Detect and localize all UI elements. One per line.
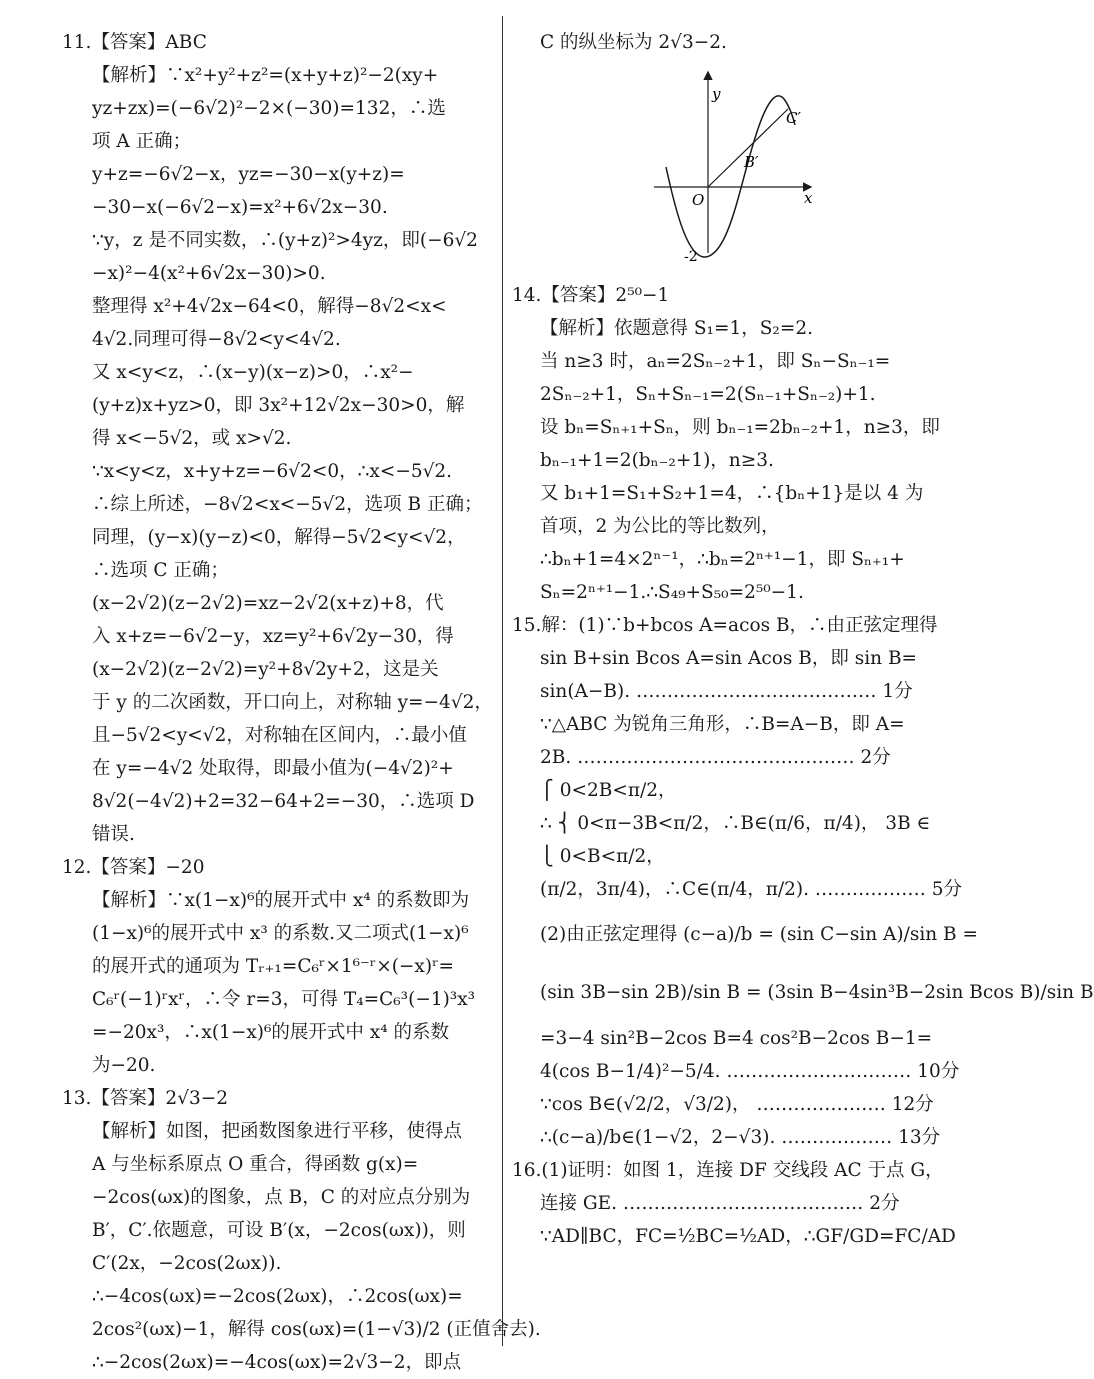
right-column-bottom-line: ∵cos B∈(√2/2，√3/2)， ………………… 12分 (540, 1094, 934, 1115)
right-column-bottom-line: ∴bₙ+1=4×2ⁿ⁻¹，∴bₙ=2ⁿ⁺¹−1，即 Sₙ₊₁+ (540, 549, 905, 570)
left-column-line: =−20x³，∴x(1−x)⁶的展开式中 x⁴ 的系数 (92, 1022, 449, 1043)
function-graph (512, 63, 940, 273)
right-column (512, 26, 1094, 1253)
right-column-bottom-line: 4(cos B−1/4)²−5/4. ………………………… 10分 (540, 1061, 960, 1082)
left-column-line: ∴选项 C 正确； (92, 560, 229, 581)
left-column-line: y+z=−6√2−x，yz=−30−x(y+z)= (92, 164, 405, 185)
right-column-bottom-line: ∴ ⎨ 0<π−3B<π/2，∴B∈(π/6，π/4)， 3B ∈ (540, 813, 931, 834)
left-column-line: −2cos(ωx)的图象，点 B，C 的对应点分别为 (92, 1187, 471, 1208)
left-column-line: 8√2(−4√2)+2=32−64+2=−30，∴选项 D (92, 791, 475, 812)
right-column-bottom-line: ⎩ 0<B<π/2， (540, 846, 665, 867)
left-column-line: −x)²−4(x²+6√2x−30)>0. (92, 263, 326, 284)
right-column-bottom-line: 设 bₙ=Sₙ₊₁+Sₙ，则 bₙ₋₁=2bₙ₋₂+1，n≥3，即 (540, 417, 940, 438)
x-label: x (804, 189, 813, 207)
left-column-line: (y+z)x+yz>0，即 3x²+12√2x−30>0，解 (92, 395, 465, 416)
right-column-bottom-line: 14.【答案】2⁵⁰−1 (512, 285, 670, 306)
right-column-bottom-line: (sin 3B−sin 2B)/sin B = (3sin B−4sin³B−2sin Bcos B)/sin B (540, 982, 1094, 1003)
right-column-bottom-line: ∵△ABC 为锐角三角形，∴B=A−B，即 A= (540, 714, 905, 735)
right-column-bottom-line: ⎧ 0<2B<π/2， (540, 780, 677, 801)
right-column-bottom-line: 当 n≥3 时，aₙ=2Sₙ₋₂+1，即 Sₙ−Sₙ₋₁= (540, 351, 891, 372)
left-column-line: 整理得 x²+4√2x−64<0，解得−8√2<x< (92, 296, 447, 317)
right-column-bottom-line: sin(A−B). ………………………………… 1分 (540, 681, 913, 702)
left-column-line: 项 A 正确； (92, 131, 192, 152)
left-column-line: (x−2√2)(z−2√2)=y²+8√2y+2，这是关 (92, 659, 439, 680)
c-prime-label: C′ (786, 109, 801, 127)
right-column-bottom-line: 【解析】依题意得 S₁=1，S₂=2. (540, 318, 813, 339)
left-column-line: 的展开式的通项为 Tᵣ₊₁=C₆ʳ×1⁶⁻ʳ×(−x)ʳ= (92, 956, 454, 977)
right-column-bottom-line: (π/2，3π/4)，∴C∈(π/4，π/2). ……………… 5分 (540, 879, 963, 900)
right-column-bottom-line: 2B. ……………………………………… 2分 (540, 747, 891, 768)
cosine-curve (666, 96, 795, 257)
right-column-bottom-line: Sₙ=2ⁿ⁺¹−1.∴S₄₉+S₅₀=2⁵⁰−1. (540, 582, 804, 603)
right-column-bottom-line: 又 b₁+1=S₁+S₂+1=4，∴{bₙ+1}是以 4 为 (540, 483, 924, 504)
left-column-line: 【解析】∵x²+y²+z²=(x+y+z)²−2(xy+ (92, 65, 439, 86)
left-column (62, 26, 541, 1379)
right-column-bottom-line: 首项，2 为公比的等比数列， (540, 516, 780, 537)
left-column-line: ∵x<y<z，x+y+z=−6√2<0，∴x<−5√2. (92, 461, 453, 482)
left-column-line: 【解析】∵x(1−x)⁶的展开式中 x⁴ 的系数即为 (92, 890, 470, 911)
left-column-line: 又 x<y<z，∴(x−y)(x−z)>0，∴x²− (92, 362, 414, 383)
left-column-line: C₆ʳ(−1)ʳxʳ，∴令 r=3，可得 T₄=C₆³(−1)³x³ (92, 989, 476, 1010)
right-column-bottom-line: 16.(1)证明：如图 1，连接 DF 交线段 AC 于点 G， (512, 1160, 944, 1181)
left-column-line: ∴−4cos(ωx)=−2cos(2ωx)，∴2cos(ωx)= (92, 1286, 463, 1307)
graph-svg (648, 63, 828, 263)
right-column-bottom-line: =3−4 sin²B−2cos B=4 cos²B−2cos B−1= (540, 1028, 933, 1049)
right-column-bottom-line: ∵AD∥BC，FC=½BC=½AD，∴GF/GD=FC/AD (540, 1226, 956, 1247)
left-column-line: 4√2.同理可得−8√2<y<4√2. (92, 329, 341, 350)
left-column-line: ∴综上所述，−8√2<x<−5√2，选项 B 正确； (92, 494, 483, 515)
left-column-line: 于 y 的二次函数，开口向上，对称轴 y=−4√2， (92, 692, 493, 713)
right-column-top-line: C 的纵坐标为 2√3−2. (540, 32, 727, 53)
left-column-line: ∴−2cos(2ωx)=−4cos(ωx)=2√3−2，即点 (92, 1352, 462, 1373)
origin-label: O (692, 191, 705, 209)
left-column-line: 为−20. (92, 1055, 156, 1076)
right-column-bottom-line: 连接 GE. ………………………………… 2分 (540, 1193, 900, 1214)
left-column-line: 11.【答案】ABC (62, 32, 207, 53)
left-column-line: 错误. (92, 824, 135, 845)
right-column-bottom-line: bₙ₋₁+1=2(bₙ₋₂+1)，n≥3. (540, 450, 774, 471)
segment-ob-c (708, 109, 788, 187)
left-column-line: 13.【答案】2√3−2 (62, 1088, 229, 1109)
b-prime-label: B′ (744, 153, 759, 171)
min-label: -2 (684, 249, 698, 265)
left-column-line: (x−2√2)(z−2√2)=xz−2√2(x+z)+8，代 (92, 593, 444, 614)
right-column-bottom-line: 15.解：(1)∵b+bcos A=acos B，∴由正弦定理得 (512, 615, 938, 636)
left-column-line: 且−5√2<y<√2，对称轴在区间内，∴最小值 (92, 725, 467, 746)
right-column-bottom-line: ∴(c−a)/b∈(1−√2，2−√3). ……………… 13分 (540, 1127, 941, 1148)
column-divider (502, 16, 503, 1346)
right-column-bottom-line: 2Sₙ₋₂+1，Sₙ+Sₙ₋₁=2(Sₙ₋₁+Sₙ₋₂)+1. (540, 384, 876, 405)
right-column-bottom-line: sin B+sin Bcos A=sin Acos B，即 sin B= (540, 648, 918, 669)
y-label: y (712, 85, 721, 103)
left-column-line: ∵y，z 是不同实数，∴(y+z)²>4yz，即(−6√2 (92, 230, 478, 251)
left-column-line: A 与坐标系原点 O 重合，得函数 g(x)= (92, 1154, 419, 1175)
left-column-line: 在 y=−4√2 处取得，即最小值为(−4√2)²+ (92, 758, 454, 779)
right-column-bottom-line: (2)由正弦定理得 (c−a)/b = (sin C−sin A)/sin B = (540, 924, 979, 945)
left-column-line: B′，C′.依题意，可设 B′(x，−2cos(ωx))，则 (92, 1220, 466, 1241)
left-column-line: −30−x(−6√2−x)=x²+6√2x−30. (92, 197, 388, 218)
left-column-line: 入 x+z=−6√2−y，xz=y²+6√2y−30，得 (92, 626, 454, 647)
left-column-line: 【解析】如图，把函数图象进行平移，使得点 (92, 1121, 463, 1142)
left-column-line: C′(2x，−2cos(2ωx)). (92, 1253, 282, 1274)
left-column-line: yz+zx)=(−6√2)²−2×(−30)=132，∴选 (92, 98, 446, 119)
left-column-line: 2cos²(ωx)−1，解得 cos(ωx)=(1−√3)/2 (正值舍去). (92, 1319, 541, 1340)
left-column-line: (1−x)⁶的展开式中 x³ 的系数.又二项式(1−x)⁶ (92, 923, 469, 944)
left-column-line: 得 x<−5√2，或 x>√2. (92, 428, 292, 449)
left-column-line: 同理，(y−x)(y−z)<0，解得−5√2<y<√2， (92, 527, 466, 548)
left-column-line: 12.【答案】−20 (62, 857, 205, 878)
